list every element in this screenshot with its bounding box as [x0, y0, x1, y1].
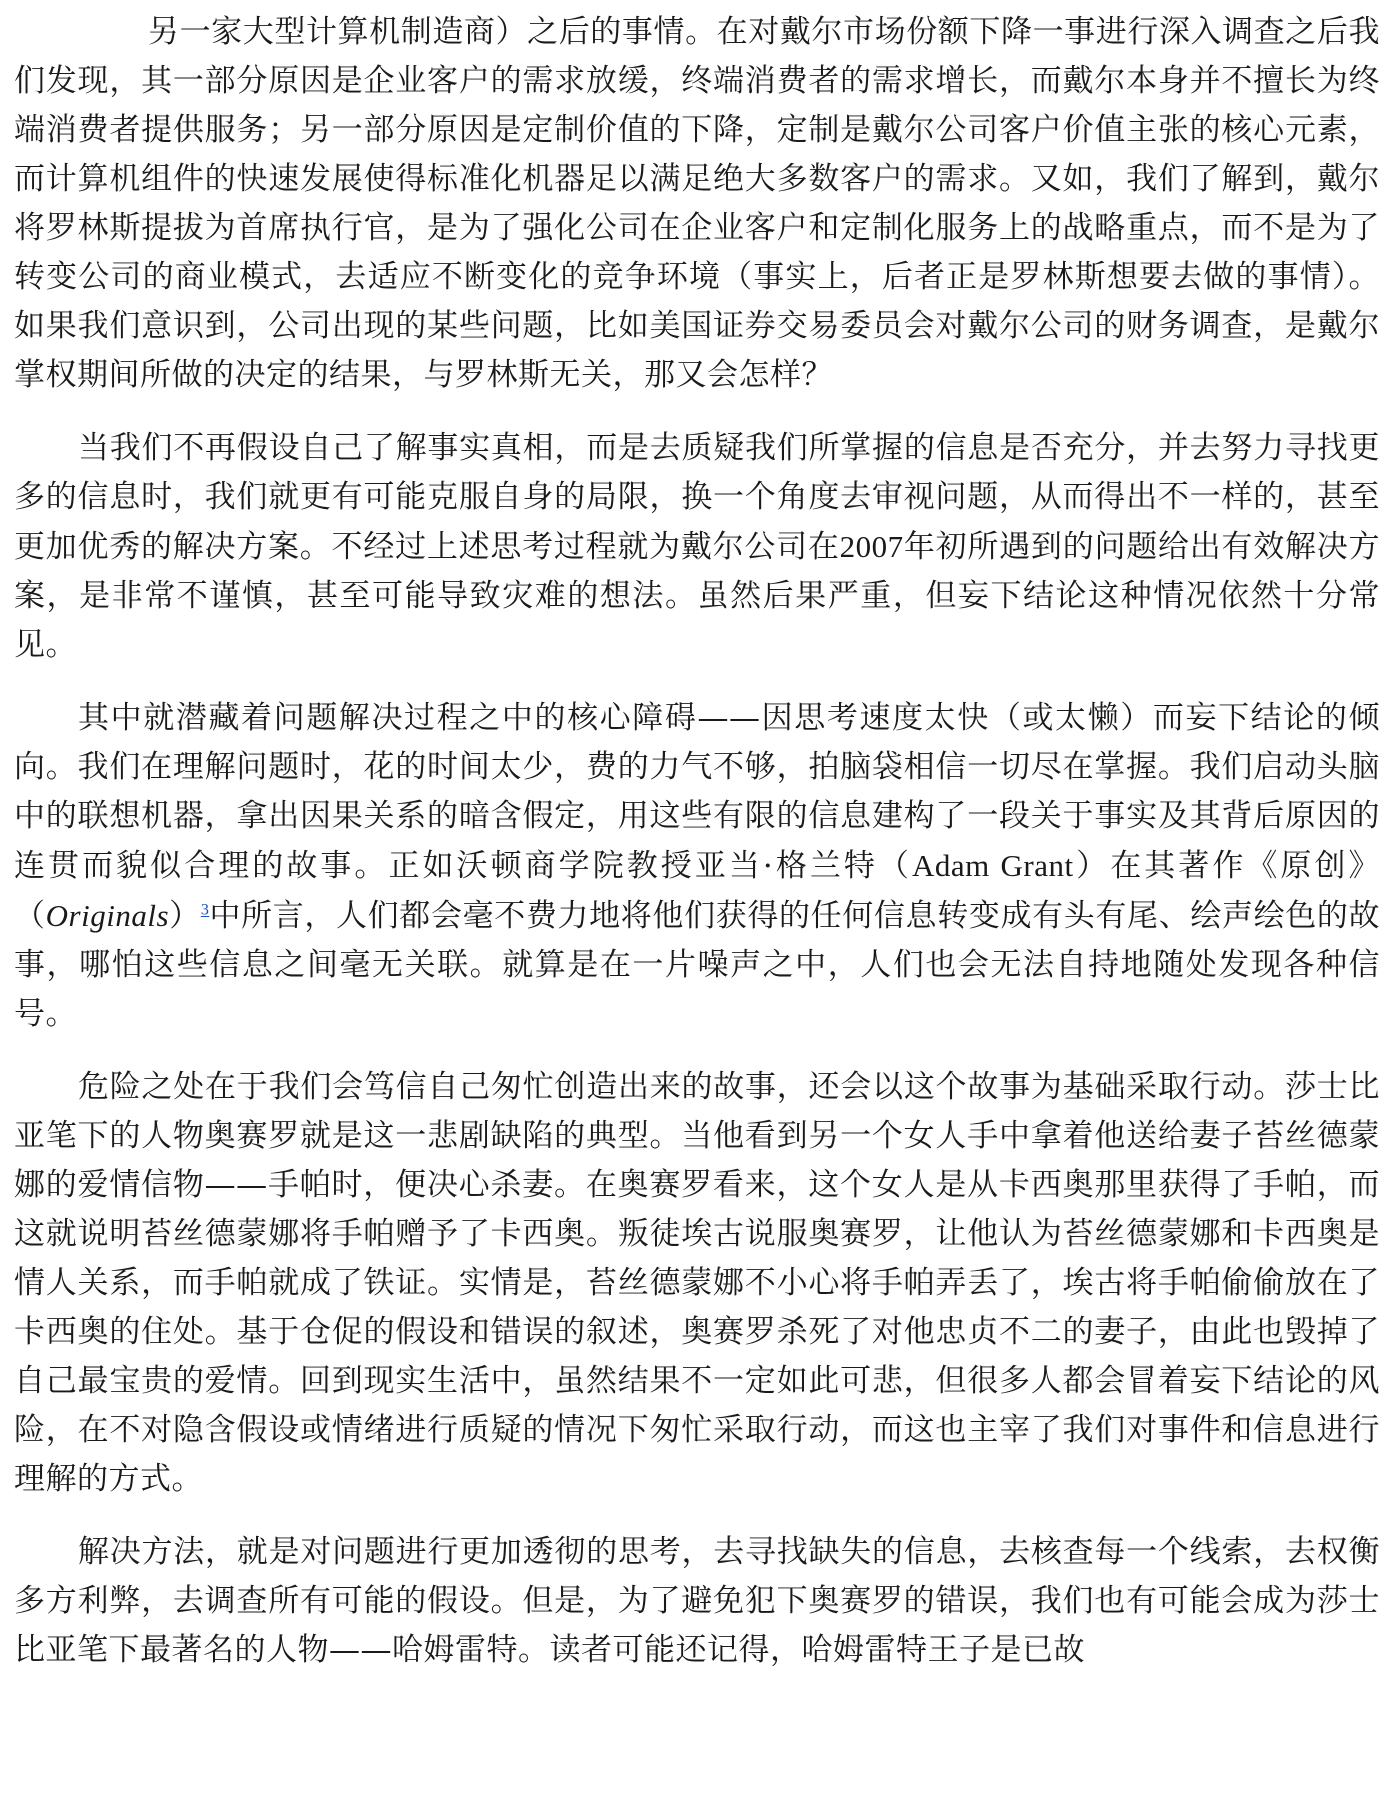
document-page: [14, 8, 1380, 1699]
paragraph-2-text-before: 当我们不再假设自己了解事实真相，而是去质疑我们所掌握的信息是否充分，并去努力寻找更多的信息时，我们就更有可能克服自身的局限，换一个角度去审视问题，从而得出不一样的，甚至更加优秀的解决方案。不经过上述思考过程就为戴尔公司在: [14, 430, 1380, 565]
paragraph-4: 危险之处在于我们会笃信自己匆忙创造出来的故事，还会以这个故事为基础采取行动。莎士比亚笔下的人物奥赛罗就是这一悲剧缺陷的典型。当他看到另一个女人手中拿着他送给妻子苔丝德蒙娜的爱情信物——手帕时，便决心杀妻。在奥赛罗看来，这个女人是从卡西奥那里获得了手帕，而这就说明苔丝德蒙娜将手帕赠予了卡西奥。叛徒埃古说服奥赛罗，让他认为苔丝德蒙娜和卡西奥是情人关系，而手帕就成了铁证。实情是，苔丝德蒙娜不小心将手帕弄丢了，埃古将手帕偷偷放在了卡西奥的住处。基于仓促的假设和错误的叙述，奥赛罗杀死了对他忠贞不二的妻子，由此也毁掉了自己最宝贵的爱情。回到现实生活中，虽然结果不一定如此可悲，但很多人都会冒着妄下结论的风险，在不对隐含假设或情绪进行质疑的情况下匆忙采取行动，而这也主宰了我们对事件和信息进行理解的方式。: [14, 1069, 1380, 1497]
paragraph-2-text-after: 年初所遇到的问题给出有效解决方案，是非常不谨慎，甚至可能导致灾难的想法。虽然后果严重，但妄下结论这种情况依然十分常见。: [14, 529, 1380, 663]
paragraph-3: [14, 694, 1380, 1039]
paragraph-5: 解决方法，就是对问题进行更加透彻的思考，去寻找缺失的信息，去核查每一个线索，去权衡多方利弊，去调查所有可能的假设。但是，为了避免犯下奥赛罗的错误，我们也有可能会成为莎士比亚笔下最著名的人物——哈姆雷特。读者可能还记得，哈姆雷特王子是已故: [14, 1534, 1380, 1668]
paragraph-3-text-after: 中所言，人们都会毫不费力地将他们获得的任何信息转变成有头有尾、绘声绘色的故事，哪怕这些信息之间毫无关联。就算是在一片噪声之中，人们也会无法自持地随处发现各种信号。: [14, 898, 1381, 1032]
footnote-link[interactable]: 3: [200, 901, 210, 919]
paragraph-2: [14, 424, 1380, 670]
paragraph-3-text-before: 其中就潜藏着问题解决过程之中的核心障碍——因思考速度太快（或太懒）而妄下结论的倾向。我们在理解问题时，花的时间太少，费的力气不够，拍脑袋相信一切尽在掌握。我们启动头脑中的联想机器，拿出因果关系的暗含假定，用这些有限的信息建构了一段关于事实及其背后原因的连贯而貌似合理的故事。正如沃顿商学院教授亚当·格兰特（: [14, 700, 1380, 884]
paragraph-3-text-mid2: ）: [169, 898, 201, 934]
year-text: 2007: [839, 529, 904, 564]
book-title-english: Originals: [45, 898, 170, 933]
paragraph-3-text-mid: ）在其著作《原创》（: [14, 848, 1381, 934]
paragraph-1: 另一家大型计算机制造商）之后的事情。在对戴尔市场份额下降一事进行深入调查之后我们发现，其一部分原因是企业客户的需求放缓，终端消费者的需求增长，而戴尔本身并不擅长为终端消费者提供服务；另一部分原因是定制价值的下降，定制是戴尔公司客户价值主张的核心元素，而计算机组件的快速发展使得标准化机器足以满足绝大多数客户的需求。又如，我们了解到，戴尔将罗林斯提拔为首席执行官，是为了强化公司在企业客户和定制化服务上的战略重点，而不是为了转变公司的商业模式，去适应不断变化的竞争环境（事实上，后者正是罗林斯想要去做的事情）。如果我们意识到，公司出现的某些问题，比如美国证券交易委员会对戴尔公司的财务调查，是戴尔掌权期间所做的决定的结果，与罗林斯无关，那又会怎样？: [14, 14, 1380, 393]
author-name-english: Adam Grant: [911, 848, 1074, 883]
